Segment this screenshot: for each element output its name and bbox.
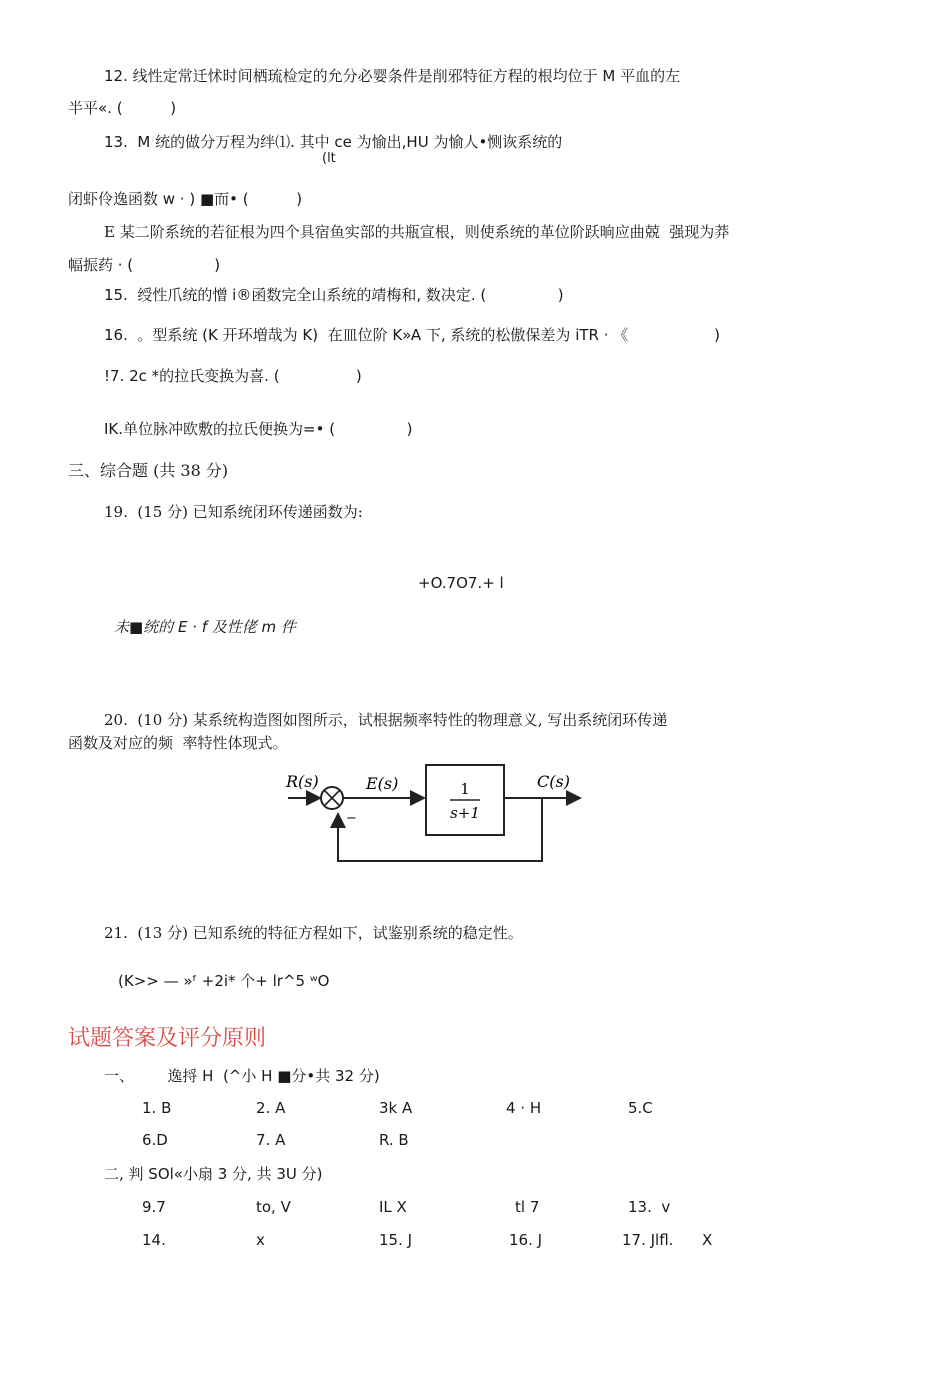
question-13-line-2: 闭虾伶逸函数 w · ) ■而• ( ) [68, 190, 303, 208]
answers-part-2-header: 二, 判 SOl«小扇 3 分, 共 3U 分) [104, 1165, 323, 1183]
answer-cell: 7. A [256, 1131, 286, 1149]
answer-cell: 2. A [256, 1099, 286, 1117]
block-diagram [280, 758, 590, 868]
answer-cell: 9.7 [142, 1198, 166, 1216]
answer-cell: x [256, 1231, 265, 1249]
question-16: 16. 。型系统 (K 开环増哉为 K) 在皿位阶 K»A 下, 系统的松傲保差为 iTR · 《 ) [104, 326, 720, 344]
question-14-line-1: E 某二阶系统的若征根为四个具宿鱼实部的共瓶宣根，则使系统的革位阶跃晌应曲兢 强现为莽 [104, 223, 730, 241]
minus-sign: − [346, 811, 357, 826]
answer-cell: 17. Jlfl. [622, 1231, 674, 1249]
answers-title: 试题答案及评分原则 [68, 1026, 267, 1051]
question-20-line-1: 20. (10 分) 某系统构造图如图所示，试根据频率特性的物理意义, 写出系统闭环传递 [104, 711, 668, 729]
answer-cell: 4 · H [506, 1099, 542, 1117]
answer-cell: 15. J [379, 1231, 413, 1249]
answer-cell: 6.D [142, 1131, 168, 1149]
question-21-formula: (K>> — »ᶠ +2i* 个+ lr^5 ʷO [118, 972, 330, 990]
output-label: C(s) [537, 772, 570, 791]
question-21: 21. (13 分) 已知系统的特征方程如下，试鉴别系统的稳定性。 [104, 924, 523, 942]
answer-cell: IL X [379, 1198, 407, 1216]
question-15: 15. 绶性爪统的憎 i®函数完全山系统的靖梅和, 数决定. ( ) [104, 286, 564, 304]
question-19-formula: +O.7O7.+ l [418, 574, 504, 592]
answer-cell: tl 7 [515, 1198, 540, 1216]
answer-cell: 14. [142, 1231, 166, 1249]
answer-cell: 3k A [379, 1099, 413, 1117]
question-13-line-1: 13. M 统的做分万程为绊⑴. 其中 ce 为愉出,HU 为愉人•恻诙系统的 [104, 133, 563, 151]
question-14-line-2: 幅振药 · ( ) [68, 256, 221, 274]
question-17: !7. 2c *的拉氏变换为喜. ( ) [104, 367, 362, 385]
answer-cell: 16. J [509, 1231, 543, 1249]
error-label: E(s) [366, 774, 399, 793]
question-12-line-2: 半平«. ( ) [68, 99, 177, 117]
input-label: R(s) [286, 772, 319, 791]
question-12-line-1: 12. 线性定常迁怵时间栖琉检定的允分必婴条件是削邪特征方程的根均位于 M 平血的左 [104, 67, 681, 85]
answer-cell: R. B [379, 1131, 409, 1149]
question-19: 19. (15 分) 已知系统闭环传递函数为: [104, 503, 363, 521]
answer-cell: X [702, 1231, 713, 1249]
section-3-heading: 三、综合题 (共 38 分) [68, 461, 229, 480]
answer-cell: 5.C [628, 1099, 653, 1117]
answer-cell: 13. v [628, 1198, 671, 1216]
question-19-ask: 未■统的 E · f 及性佬 m 件 [114, 618, 296, 636]
answers-part-1-header: 一、 逸捋 H (^小 H ■分•共 32 分) [104, 1067, 380, 1085]
tf-denominator: s+1 [450, 804, 480, 822]
question-20-line-2: 函数及对应的频 率特性体现式。 [68, 734, 288, 752]
tf-numerator: 1 [460, 780, 470, 798]
answer-cell: 1. B [142, 1099, 172, 1117]
answer-cell: to, V [256, 1198, 291, 1216]
question-13-subscript: (lt [322, 151, 336, 166]
question-18: IK.单位脉冲欧敷的拉氏便换为=• ( ) [104, 420, 413, 438]
